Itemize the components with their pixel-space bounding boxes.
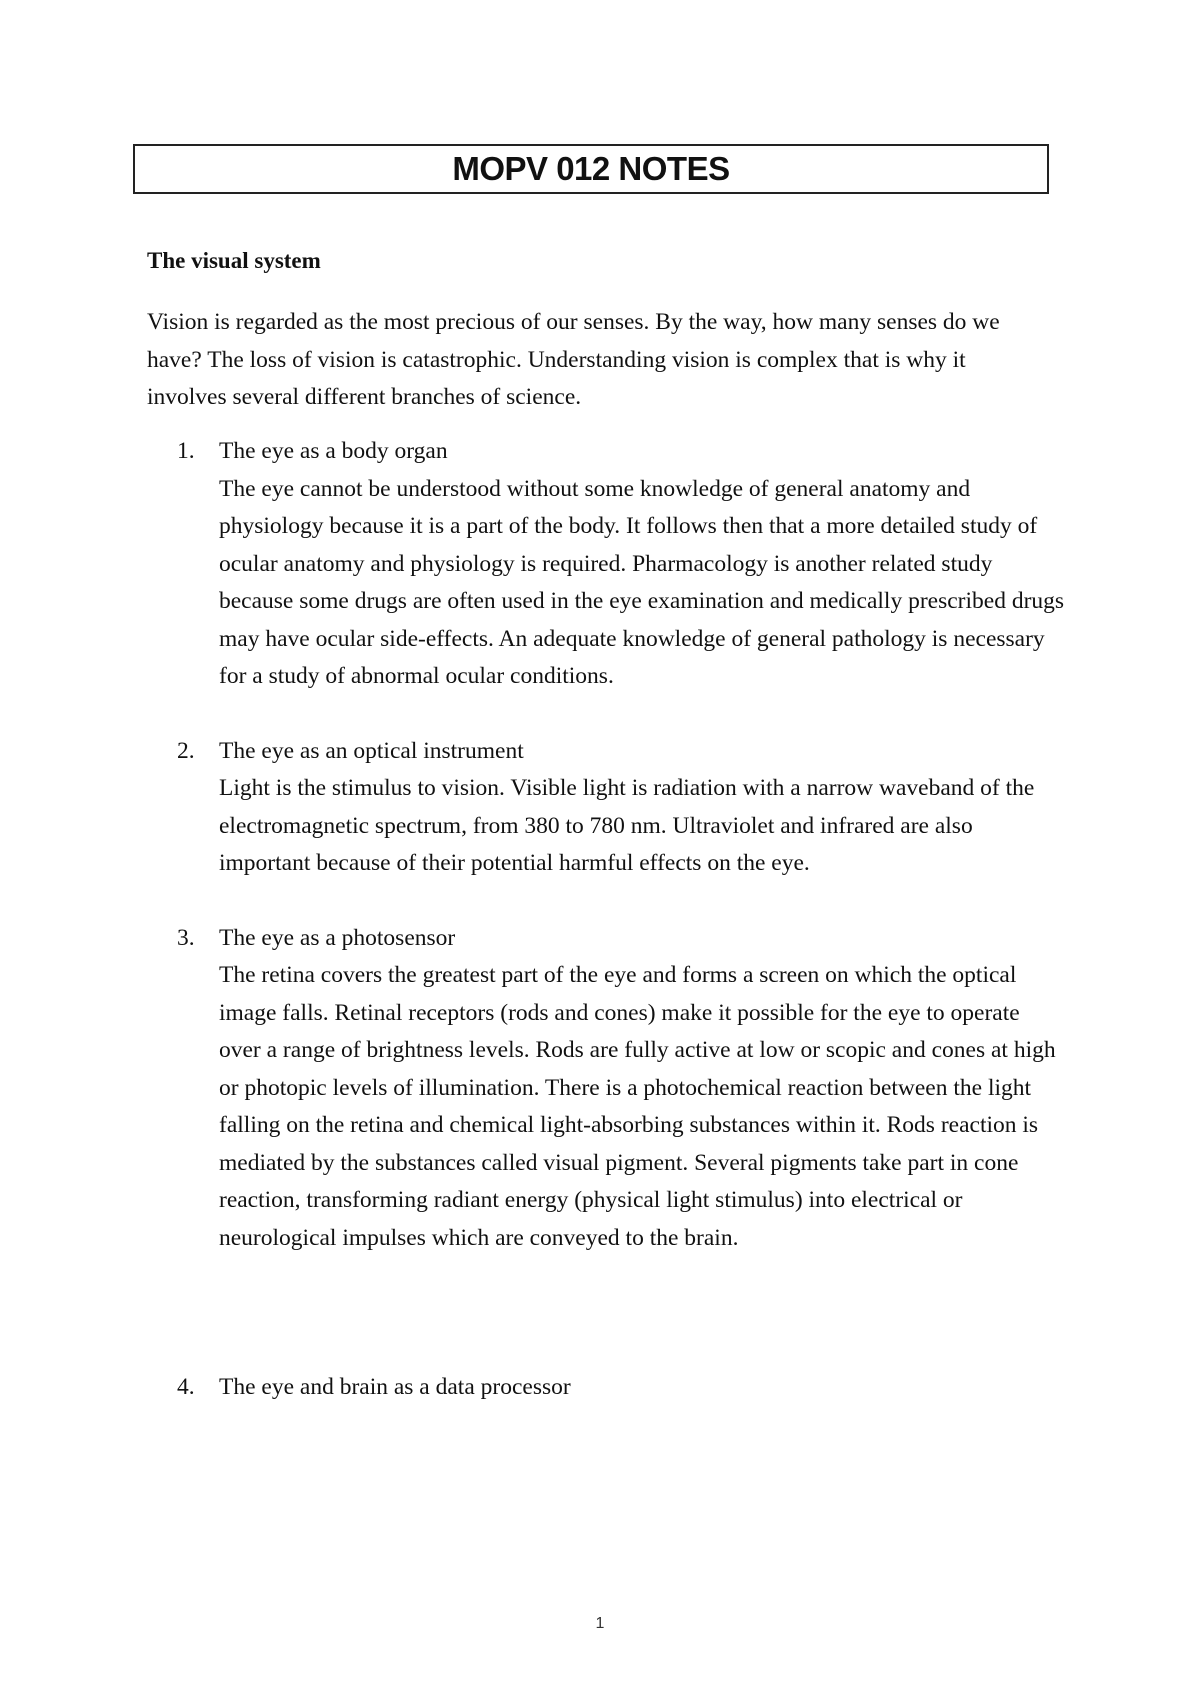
- list-item: [147, 1369, 1067, 1407]
- list-item-body: The eye cannot be understood without some knowledge of general anatomy and physiology because it is a part of the body. It follows then that a more detailed study of ocular anatomy and physiology is required. Pharmacology is another related study because some drugs are often used in the eye examination and medically prescribed drugs may have ocular side-effects. An adequate knowledge of general pathology is necessary for a study of abnormal ocular conditions.: [219, 475, 1065, 689]
- list-item-title: The eye as a photosensor: [219, 924, 456, 951]
- document-title: MOPV 012 NOTES: [452, 150, 730, 187]
- list-item-body: Light is the stimulus to vision. Visible light is radiation with a narrow waveband of the electromagnetic spectrum, from 380 to 780 nm. Ultraviolet and infrared are also important because of their potential harmful effects on the eye.: [219, 775, 1035, 876]
- list-item: [147, 920, 1067, 1258]
- list-item-title: The eye and brain as a data processor: [219, 1374, 571, 1400]
- list-item-number: 1.: [177, 438, 195, 464]
- page-number: 1: [595, 1615, 605, 1632]
- numbered-list: [147, 433, 1067, 1407]
- list-item-title: The eye as a body organ: [219, 438, 448, 464]
- list-item-title: The eye as an optical instrument: [219, 737, 524, 764]
- list-item-number: 2.: [177, 737, 195, 764]
- title-box: [133, 144, 1049, 194]
- list-item-number: 3.: [177, 924, 195, 951]
- section-heading: The visual system: [147, 248, 321, 273]
- list-item: [147, 733, 1067, 883]
- list-item-number: 4.: [177, 1374, 195, 1400]
- intro-paragraph: Vision is regarded as the most precious of our senses. By the way, how many senses do we have? The loss of vision is catastrophic. Understanding vision is complex that is why it involves several different branches of science.: [147, 309, 1000, 410]
- list-item: [147, 433, 1067, 696]
- list-item-body: The retina covers the greatest part of the eye and forms a screen on which the optical image falls. Retinal receptors (rods and cones) make it possible for the eye to operate over a range of brightness levels. Rods are fully active at low or scopic and cones at high or photopic levels of illumination. There is a photochemical reaction between the light falling on the retina and chemical light-absorbing substances within it. Rods reaction is mediated by the substances called visual pigment. Several pigments take part in cone reaction, transforming radiant energy (physical light stimulus) into electrical or neurological impulses which are conveyed to the brain.: [219, 962, 1056, 1251]
